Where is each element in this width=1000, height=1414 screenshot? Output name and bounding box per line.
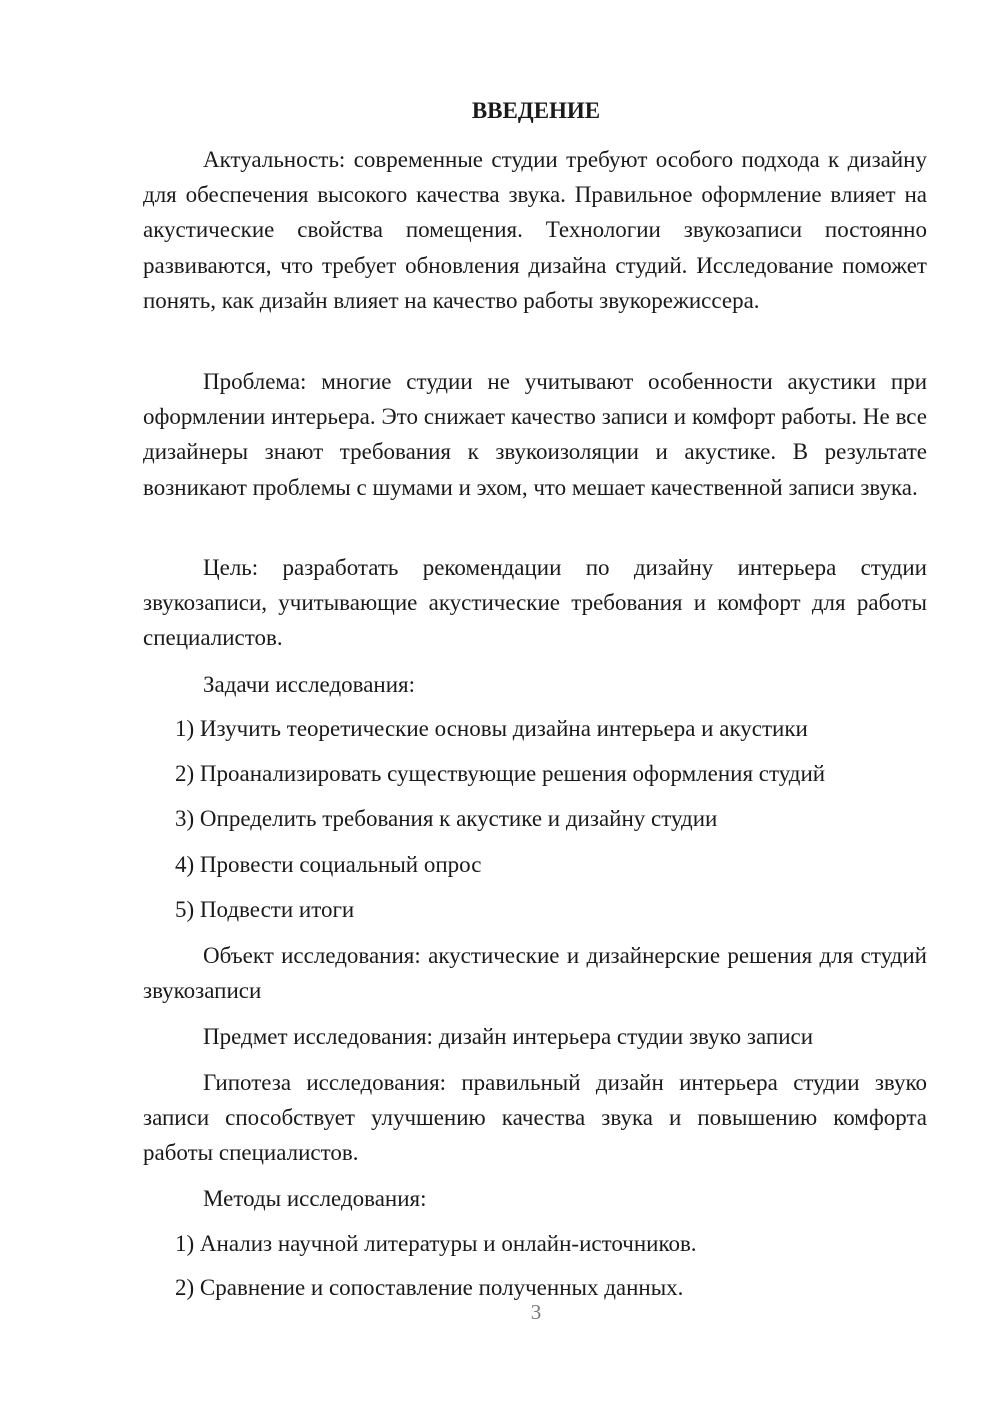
- tasks-title: Задачи исследования:: [203, 672, 416, 697]
- paragraph-subject: Предмет исследования: дизайн интерьера студии звуко записи: [203, 1024, 814, 1049]
- page-number: 3: [530, 1300, 542, 1324]
- section-heading: ВВЕДЕНИЕ: [471, 98, 601, 123]
- task-item-4: 4) Провести социальный опрос: [175, 852, 482, 877]
- paragraph-goal: Цель: разработать рекомендации по дизайну интерьера студии звукозаписи, учитывающие акустические требования и комфорт для работы специалистов.: [143, 555, 927, 651]
- methods-title: Методы исследования:: [203, 1186, 427, 1211]
- task-item-3: 3) Определить требования к акустике и дизайну студии: [175, 806, 718, 831]
- task-item-5: 5) Подвести итоги: [175, 897, 355, 922]
- paragraph-problem: Проблема: многие студии не учитывают особенности акустики при оформлении интерьера. Это снижает качество записи и комфорт работы. Не все дизайнеры знают требования к звукоизоляции и акустике. В результате возникают проблемы с шумами и эхом, что мешает качественной записи звука.: [143, 369, 927, 500]
- paragraph-hypothesis: Гипотеза исследования: правильный дизайн интерьера студии звуко записи способствует улучшению качества звука и повышению комфорта работы специалистов.: [143, 1070, 927, 1166]
- paragraph-object: Объект исследования: акустические и дизайнерские решения для студий звукозаписи: [143, 943, 927, 1004]
- paragraph-relevance: Актуальность: современные студии требуют особого подхода к дизайну для обеспечения высокого качества звука. Правильное оформление влияет на акустические свойства помещения. Технологии звукозаписи постоянно развиваются, что требует обновления дизайна студий. Исследование поможет понять, как дизайн влияет на качество работы звукорежиссера.: [143, 147, 927, 313]
- task-item-1: 1) Изучить теоретические основы дизайна интерьера и акустики: [175, 716, 808, 741]
- method-item-2: 2) Сравнение и сопоставление полученных данных.: [175, 1275, 684, 1300]
- task-item-2: 2) Проанализировать существующие решения оформления студий: [175, 761, 826, 786]
- method-item-1: 1) Анализ научной литературы и онлайн-источников.: [175, 1231, 697, 1256]
